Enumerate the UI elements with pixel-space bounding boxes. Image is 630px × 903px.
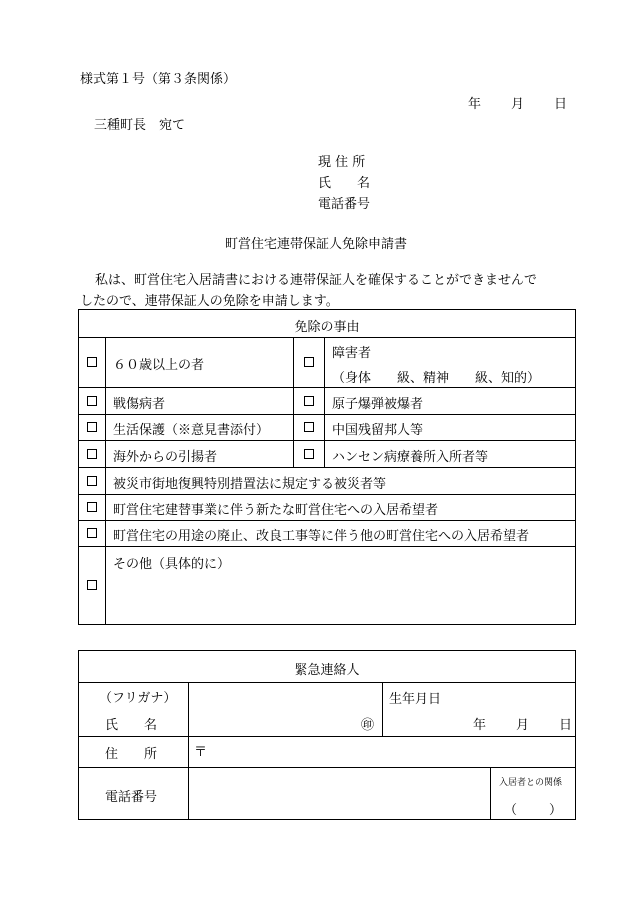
body-text-line2: したので、連帯保証人の免除を申請します。 xyxy=(80,294,339,309)
body-text-line1: 私は、町営住宅入居請書における連帯保証人を確保することができませんで xyxy=(95,273,538,288)
applicant-name-label: 氏 名 xyxy=(318,176,371,191)
emergency-address-label: 住 所 xyxy=(105,747,158,762)
checkbox-war-injured[interactable] xyxy=(87,396,97,406)
relation-label: 入居者との関係 xyxy=(499,778,563,788)
furigana-label: （フリガナ） xyxy=(99,691,177,706)
reason-abolish: 町営住宅の用途の廃止、改良工事等に伴う他の町営住宅への入居希望者 xyxy=(113,529,530,544)
reason-china-left: 中国残留邦人等 xyxy=(332,423,424,438)
checkbox-disabled[interactable] xyxy=(304,357,314,367)
emergency-address-field[interactable] xyxy=(209,738,571,766)
reason-other: その他（具体的に） xyxy=(113,557,231,572)
reason-disaster: 被災市街地復興特別措置法に規定する被災者等 xyxy=(113,477,387,492)
birth-date-label: 生年月日 xyxy=(389,692,442,707)
reasons-table xyxy=(78,309,576,625)
checkbox-other[interactable] xyxy=(87,580,97,590)
reason-rebuild: 町営住宅建替事業に伴う新たな町営住宅への入居希望者 xyxy=(113,503,439,518)
checkbox-age60[interactable] xyxy=(87,357,97,367)
birth-year-label: 年 xyxy=(473,718,487,733)
checkbox-abolish[interactable] xyxy=(87,528,97,538)
form-number: 様式第１号（第３条関係） xyxy=(80,72,237,87)
reason-hansen: ハンセン病療養所入所者等 xyxy=(332,450,489,465)
birth-month-label: 月 xyxy=(516,718,530,733)
reason-atomic-bomb: 原子爆弾被爆者 xyxy=(332,397,424,412)
checkbox-welfare[interactable] xyxy=(87,422,97,432)
seal-mark: ㊞ xyxy=(361,718,375,733)
checkbox-china-left[interactable] xyxy=(304,422,314,432)
emergency-header: 緊急連絡人 xyxy=(294,663,360,678)
applicant-address-label: 現 住 所 xyxy=(318,155,366,170)
date-year-label: 年 xyxy=(468,97,482,112)
emergency-phone-field[interactable] xyxy=(189,769,489,817)
birth-day-label: 日 xyxy=(559,718,573,733)
checkbox-repatriate[interactable] xyxy=(87,449,97,459)
relation-close-paren: ） xyxy=(549,803,563,818)
relation-open-paren: （ xyxy=(504,803,518,818)
checkbox-rebuild[interactable] xyxy=(87,502,97,512)
date-day-label: 日 xyxy=(554,97,568,112)
emergency-phone-label: 電話番号 xyxy=(105,790,158,805)
document-title: 町営住宅連帯保証人免除申請書 xyxy=(225,237,408,252)
addressee: 三種町長 宛て xyxy=(94,118,186,133)
postal-mark: 〒 xyxy=(194,745,208,760)
applicant-phone-label: 電話番号 xyxy=(318,197,371,212)
checkbox-hansen[interactable] xyxy=(304,449,314,459)
reason-disabled: 障害者 xyxy=(332,346,372,361)
reason-age60: ６０歳以上の者 xyxy=(113,358,205,373)
reasons-header: 免除の事由 xyxy=(294,320,360,335)
emergency-name-field[interactable] xyxy=(189,687,381,735)
reason-war-injured: 戦傷病者 xyxy=(113,397,166,412)
checkbox-disaster[interactable] xyxy=(87,476,97,486)
reason-repatriate: 海外からの引揚者 xyxy=(113,450,218,465)
reason-disabled-detail: （身体 級、精神 級、知的） xyxy=(332,371,541,386)
emergency-contact-table xyxy=(78,650,576,820)
reason-welfare: 生活保護（※意見書添付） xyxy=(113,423,270,438)
date-month-label: 月 xyxy=(511,97,525,112)
emergency-name-label: 氏 名 xyxy=(105,718,158,733)
checkbox-atomic-bomb[interactable] xyxy=(304,396,314,406)
